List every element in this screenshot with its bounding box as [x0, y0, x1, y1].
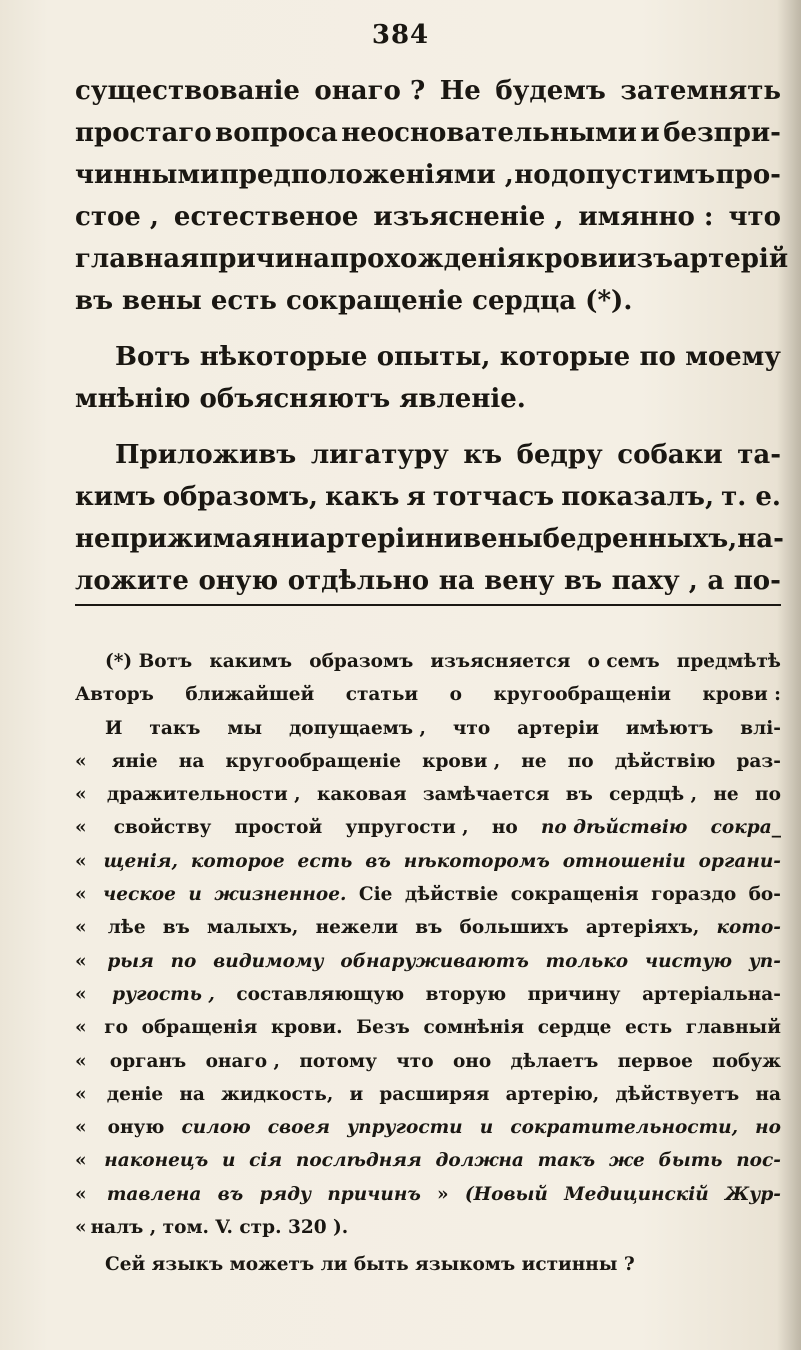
footnote-word: го	[104, 1017, 128, 1039]
footnote-word: Сей языкъ можетъ ли быть языкомъ истинны ?	[105, 1254, 635, 1276]
footnote-word: и	[188, 884, 202, 906]
footnote-word: «	[75, 784, 87, 806]
footnote-word: жизненное.	[214, 884, 347, 906]
footnote-word: органи-	[698, 850, 781, 872]
footnote-word: дражительности ,	[106, 784, 301, 806]
footnote-word: »	[437, 1183, 449, 1205]
footnote-word: кото-	[716, 917, 781, 939]
footnote-line	[75, 911, 781, 944]
text-line	[75, 70, 781, 112]
footnote-line	[75, 1248, 781, 1281]
footnote-word: на	[179, 1083, 205, 1105]
footnote-word: простой	[234, 817, 323, 839]
word: имянно :	[578, 202, 714, 232]
footnote-word: такъ	[537, 1150, 596, 1172]
word: т. е.	[721, 482, 781, 512]
word: которые	[499, 342, 631, 372]
footnote-word: «	[75, 850, 87, 872]
word: главная	[75, 244, 200, 274]
footnote-word: потому	[299, 1050, 377, 1072]
word: мнѣнію объясняютъ явленіе.	[75, 384, 526, 414]
text-line	[75, 518, 784, 560]
footnote-word: (Новый	[464, 1183, 548, 1205]
footnote-word: силою	[181, 1117, 251, 1139]
footnote-divider	[75, 604, 781, 606]
footnote-word: оную	[107, 1117, 165, 1139]
footnote-word: въ	[565, 784, 593, 806]
footnote-word: по дѣйствію	[540, 817, 688, 839]
word: собаки	[617, 440, 723, 470]
footnote-line	[75, 1144, 781, 1177]
word: вену	[484, 566, 555, 596]
word: вопроса	[215, 118, 338, 148]
word: а	[707, 566, 725, 596]
text-line	[75, 476, 781, 518]
footnote-word: своея	[267, 1117, 330, 1139]
word: чинными	[75, 160, 220, 190]
word: прохожденія	[329, 244, 526, 274]
footnote-line	[75, 1045, 781, 1078]
word: изъ	[617, 244, 674, 274]
footnote-line	[75, 1211, 781, 1244]
word: ни	[271, 524, 310, 554]
footnote-line	[75, 745, 781, 778]
footnote-word: «	[75, 1183, 87, 1205]
word: по-	[733, 566, 781, 596]
word: лигатуру	[310, 440, 449, 470]
word: прижимая	[110, 524, 272, 554]
word: существованіе	[75, 76, 300, 106]
word: затемнять	[620, 76, 781, 106]
footnote-line	[75, 945, 781, 978]
word: я	[406, 482, 426, 512]
footnote-word: крови.	[270, 1017, 343, 1039]
footnote-word: артерію,	[505, 1083, 600, 1105]
footnote-line	[75, 1178, 781, 1211]
footnote-word: дѣйствіе	[404, 884, 499, 906]
word: будемъ	[495, 76, 606, 106]
footnote-word: влі-	[740, 717, 781, 739]
footnote-word: статьи	[345, 684, 419, 706]
footnote-word: раз-	[736, 750, 781, 772]
footnote-word: «	[75, 1217, 87, 1239]
footnote-word: изъясняется	[430, 651, 571, 672]
word: тотчасъ	[432, 482, 555, 512]
word: онаго ?	[314, 76, 426, 106]
footnote-word: такъ	[149, 717, 201, 739]
footnote-word: (*) Вотъ	[105, 651, 193, 672]
footnote-word: сердцѣ ,	[609, 784, 698, 806]
footnote-word: замѣчается	[422, 784, 550, 806]
word: та-	[737, 440, 781, 470]
word: бедру	[516, 440, 603, 470]
word: и	[640, 118, 660, 148]
footnote-word: ческое	[103, 884, 176, 906]
footnote-word: въ	[217, 1183, 244, 1205]
footnote-word: артеріи	[517, 717, 599, 739]
footnote-word: что	[396, 1050, 434, 1072]
word: по	[639, 342, 676, 372]
footnote-word: побуж	[712, 1050, 781, 1072]
word: причина	[199, 244, 330, 274]
footnote-word: дѣйствуетъ	[615, 1083, 740, 1105]
text-line	[75, 434, 781, 476]
word: бедренныхъ,	[542, 524, 738, 554]
footnote-word: расширяя	[379, 1083, 490, 1105]
footnote-word: каковая	[316, 784, 407, 806]
text-line	[75, 336, 781, 378]
word: ложите	[75, 566, 189, 596]
footnote-word: въ	[365, 850, 391, 872]
word: показалъ,	[561, 482, 714, 512]
footnote-word: деніе	[106, 1083, 164, 1105]
footnote-word: образомъ	[309, 651, 414, 672]
footnote-word: Безъ	[356, 1017, 410, 1039]
footnote-word: по	[567, 750, 594, 772]
footnote-word: упругости	[347, 1117, 463, 1139]
footnote-word: наконецъ	[104, 1150, 209, 1172]
word: кимъ	[75, 482, 156, 512]
footnote-word: онаго ,	[205, 1050, 280, 1072]
footnote-word: уп-	[748, 950, 781, 972]
footnote-word: предмѣтѣ	[676, 651, 781, 672]
footnote-word: чистую	[644, 950, 732, 972]
word: что	[728, 202, 781, 232]
footnote-word: лѣе	[107, 917, 146, 939]
word: вены	[462, 524, 543, 554]
footnote-word: «	[75, 1017, 87, 1039]
word: простаго	[75, 118, 212, 148]
footnote-word: быть	[658, 1150, 723, 1172]
word: отдѣльно	[287, 566, 430, 596]
footnote-word: должна	[435, 1150, 524, 1172]
footnote-word: въ	[162, 917, 190, 939]
footnote-word: и	[221, 1150, 236, 1172]
footnote-word: по	[755, 784, 781, 806]
footnote-word: что	[452, 717, 491, 739]
word: артерій	[673, 244, 789, 274]
footnote-word: упругости ,	[345, 817, 469, 839]
footnote-word: артеріяхъ,	[585, 917, 700, 939]
text-line	[75, 154, 781, 196]
footnote-word: дѣйствію	[614, 750, 716, 772]
footnote-word: малыхъ,	[207, 917, 299, 939]
footnote-line	[75, 645, 781, 678]
main-text	[75, 70, 789, 602]
footnote	[75, 645, 781, 1282]
footnote-word: крови :	[702, 684, 781, 706]
footnote-word: Авторъ	[75, 684, 154, 706]
footnote-line	[75, 1111, 781, 1144]
footnote-word: сократительности,	[510, 1117, 739, 1139]
footnote-word: кругообращеніи	[493, 684, 671, 706]
footnote-word: отношеніи	[562, 850, 686, 872]
word: на	[438, 566, 475, 596]
footnote-word: есть	[625, 1017, 673, 1039]
footnote-word: только	[545, 950, 629, 972]
footnote-word: рыя	[107, 950, 154, 972]
footnote-word: гораздо	[651, 884, 737, 906]
footnote-word: тавлена	[106, 1183, 202, 1205]
footnote-word: бо-	[748, 884, 781, 906]
footnote-word: на	[755, 1083, 781, 1105]
footnote-word: Жур-	[725, 1183, 781, 1205]
footnote-word: щенія,	[103, 850, 178, 872]
footnote-word: причину	[527, 983, 621, 1005]
footnote-word: составляющую	[236, 983, 405, 1005]
footnote-word: главный	[685, 1017, 781, 1039]
footnote-word: не	[521, 750, 547, 772]
word: ни	[424, 524, 463, 554]
word: стое ,	[75, 202, 159, 232]
word: естественое	[173, 202, 359, 232]
footnote-line	[75, 712, 781, 745]
footnote-word: «	[75, 983, 87, 1005]
text-line	[75, 196, 781, 238]
footnote-word: сердце	[537, 1017, 612, 1039]
footnote-word: причинъ	[327, 1183, 421, 1205]
footnote-word: артеріальна-	[642, 983, 781, 1005]
footnote-word: мы	[227, 717, 262, 739]
word: паху ,	[611, 566, 698, 596]
footnote-word: «	[75, 1150, 87, 1172]
word: къ	[463, 440, 503, 470]
footnote-word: какимъ	[209, 651, 293, 672]
word: про-	[715, 160, 781, 190]
text-line	[75, 378, 781, 420]
footnote-word: допущаемъ ,	[288, 717, 426, 739]
footnote-word: органъ	[109, 1050, 187, 1072]
footnote-word: сокра_	[710, 817, 781, 839]
footnote-word: ближайшей	[185, 684, 315, 706]
footnote-word: «	[75, 1050, 87, 1072]
text-line	[75, 560, 781, 602]
footnote-word: есть	[297, 850, 353, 872]
footnote-word: сокращенія	[510, 884, 639, 906]
footnote-line	[75, 878, 781, 911]
word: въ вены есть сокращеніе сердца (*).	[75, 286, 633, 316]
footnote-line	[75, 778, 781, 811]
footnote-word: послѣдняя	[295, 1150, 422, 1172]
word: Приложивъ	[115, 440, 297, 470]
word: опыты,	[376, 342, 491, 372]
footnote-word: кругообращеніе	[225, 750, 401, 772]
footnote-word: вторую	[425, 983, 507, 1005]
footnote-word: имѣютъ	[625, 717, 714, 739]
footnote-word: дѣлаетъ	[510, 1050, 599, 1072]
text-line	[75, 280, 781, 322]
footnote-word: крови ,	[422, 750, 501, 772]
footnote-word: на	[178, 750, 205, 772]
page-number: 384	[371, 20, 430, 50]
footnote-line	[75, 1078, 781, 1111]
word: крови	[525, 244, 618, 274]
word: моему	[685, 342, 781, 372]
word: на-	[737, 524, 784, 554]
footnote-word: и	[479, 1117, 494, 1139]
word: допустимъ	[551, 160, 716, 190]
footnote-word: обращенія	[141, 1017, 258, 1039]
footnote-word: но	[755, 1117, 781, 1139]
footnote-word: нежели	[315, 917, 399, 939]
footnote-word: не	[713, 784, 739, 806]
footnote-word: нѣкоторомъ	[403, 850, 550, 872]
word: образомъ,	[162, 482, 318, 512]
word: артеріи	[309, 524, 425, 554]
footnote-word: по	[170, 950, 197, 972]
footnote-line	[75, 678, 781, 711]
word: безпри-	[663, 118, 781, 148]
footnote-word: видимому	[213, 950, 324, 972]
footnote-word: первое	[617, 1050, 693, 1072]
footnote-word: въ	[415, 917, 443, 939]
word: нѣкоторые	[199, 342, 368, 372]
text-line	[75, 238, 789, 280]
footnote-word: оно	[452, 1050, 492, 1072]
footnote-word: «	[75, 1083, 87, 1105]
footnote-word: И	[105, 717, 123, 739]
footnote-word: большихъ	[459, 917, 569, 939]
word: не	[75, 524, 111, 554]
footnote-word: ряду	[259, 1183, 312, 1205]
footnote-line	[75, 845, 781, 878]
footnote-word: жидкость,	[221, 1083, 334, 1105]
word: въ	[564, 566, 603, 596]
footnote-word: о семъ	[587, 651, 660, 672]
footnote-line	[75, 978, 781, 1011]
footnote-word: «	[75, 817, 87, 839]
text-line	[75, 112, 781, 154]
footnote-word: ругость ,	[112, 983, 215, 1005]
footnote-word: «	[75, 750, 87, 772]
word: но	[514, 160, 551, 190]
footnote-word: сомнѣнія	[423, 1017, 525, 1039]
word: Не	[439, 76, 481, 106]
footnote-word: но	[491, 817, 518, 839]
footnote-word: пос-	[736, 1150, 781, 1172]
footnote-word: налъ , том. V. стр. 320 ).	[90, 1217, 349, 1239]
footnote-line	[75, 811, 781, 844]
word: изъясненіе ,	[373, 202, 564, 232]
footnote-word: о	[449, 684, 462, 706]
footnote-word: Медицинскій	[564, 1183, 709, 1205]
footnote-word: Сіе	[358, 884, 393, 906]
word: неосновательными	[341, 118, 637, 148]
footnote-word: свойству	[113, 817, 212, 839]
footnote-word: «	[75, 950, 87, 972]
word: какъ	[325, 482, 400, 512]
footnote-line	[75, 1011, 781, 1044]
word: предположеніями ,	[219, 160, 514, 190]
footnote-word: которое	[190, 850, 285, 872]
footnote-word: сія	[249, 1150, 283, 1172]
footnote-word: «	[75, 1117, 87, 1139]
footnote-word: и	[349, 1083, 364, 1105]
footnote-word: обнаруживаютъ	[340, 950, 529, 972]
footnote-word: «	[75, 917, 87, 939]
footnote-word: же	[608, 1150, 645, 1172]
word: Вотъ	[115, 342, 191, 372]
word: оную	[198, 566, 279, 596]
footnote-word: «	[75, 884, 87, 906]
footnote-word: яніе	[111, 750, 158, 772]
